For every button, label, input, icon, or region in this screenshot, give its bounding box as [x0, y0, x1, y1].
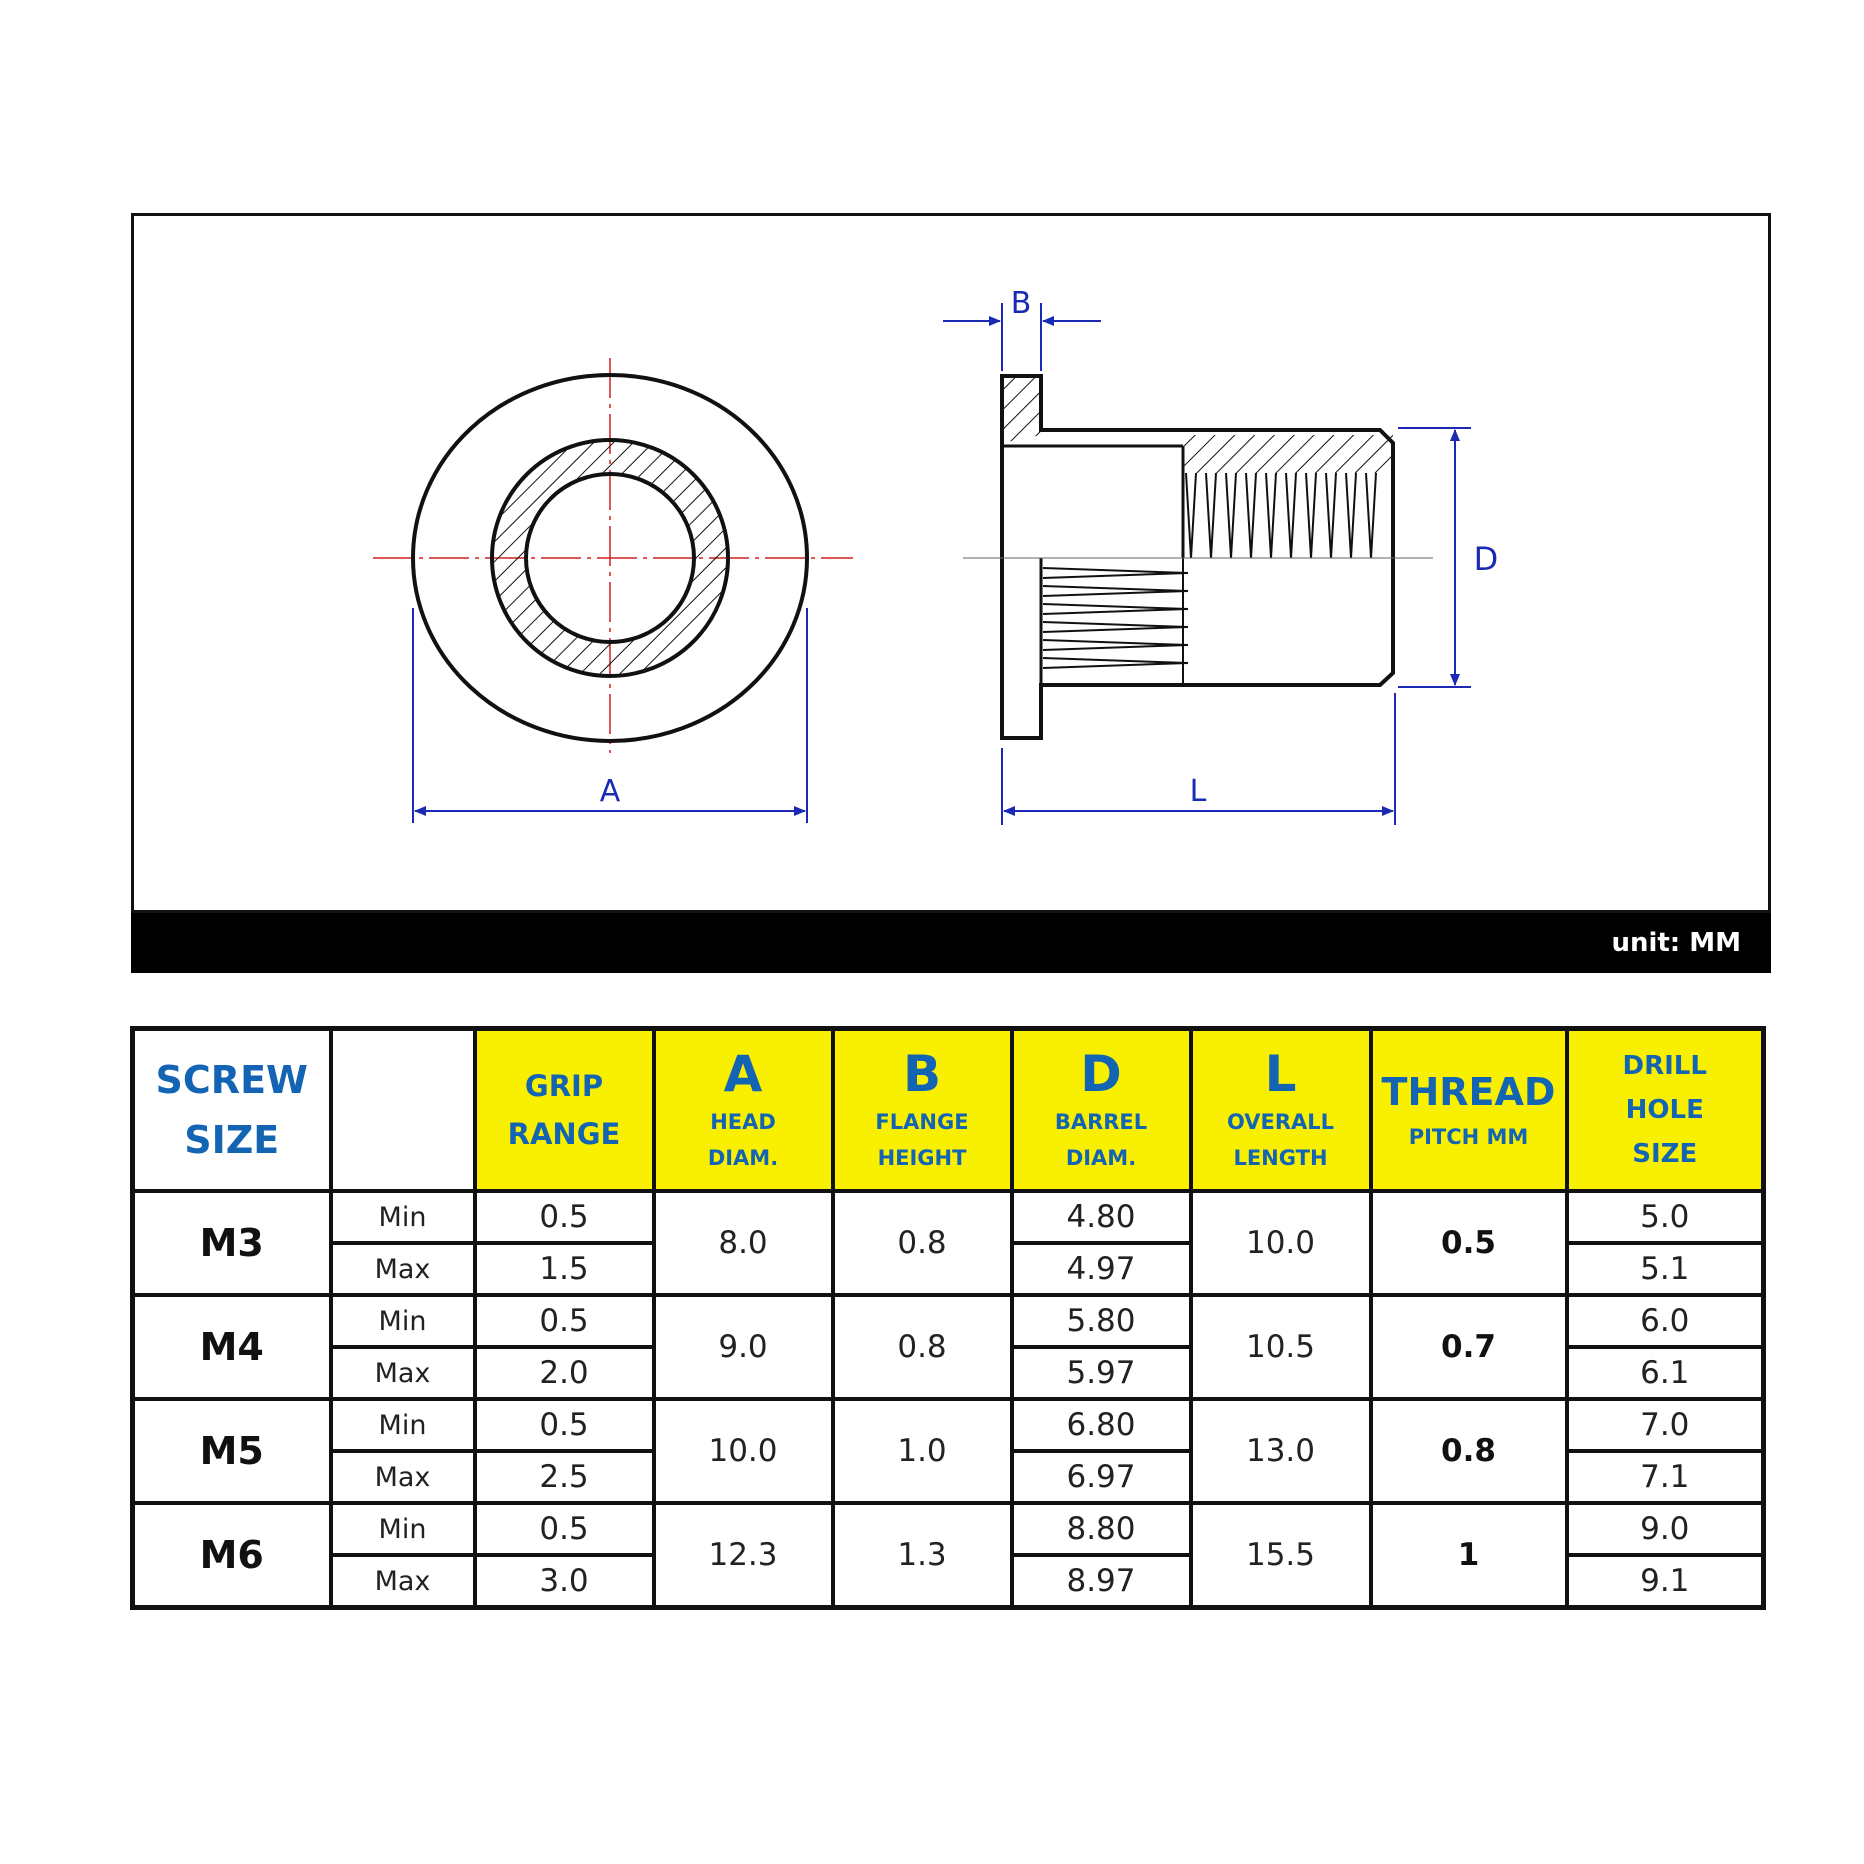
- dim-label-d: D: [1473, 540, 1499, 578]
- barrel-diam-max-cell: 8.97: [1012, 1555, 1191, 1608]
- screw-size-cell: M3: [133, 1191, 331, 1295]
- dim-label-l: L: [1189, 774, 1207, 809]
- overall-length-cell: 15.5: [1191, 1503, 1371, 1608]
- dim-label-b: B: [1010, 286, 1032, 321]
- unit-label: unit: MM: [1611, 928, 1741, 958]
- header-grip-range: GRIP RANGE: [475, 1029, 654, 1192]
- drill-min-cell: 9.0: [1567, 1503, 1764, 1555]
- screw-size-cell: M5: [133, 1399, 331, 1503]
- header-screw-size: SCREW SIZE: [133, 1029, 331, 1192]
- head-diam-cell: 8.0: [654, 1191, 833, 1295]
- screw-size-cell: M6: [133, 1503, 331, 1608]
- grip-min-cell: 0.5: [475, 1295, 654, 1347]
- grip-max-cell: 1.5: [475, 1243, 654, 1295]
- header-row: [133, 1029, 1764, 1192]
- flange-height-cell: 0.8: [833, 1191, 1012, 1295]
- max-label: Max: [331, 1555, 475, 1608]
- header-l: L OVERALL LENGTH: [1191, 1029, 1371, 1192]
- header-drill-hole-size: DRILL HOLE SIZE: [1567, 1029, 1764, 1192]
- max-label: Max: [331, 1243, 475, 1295]
- dim-label-a: A: [599, 774, 621, 809]
- unit-bar: [131, 913, 1771, 973]
- head-diam-cell: 9.0: [654, 1295, 833, 1399]
- lower-thread-teeth: [1043, 568, 1188, 668]
- upper-thread-teeth: [1186, 473, 1376, 558]
- header-b: B FLANGE HEIGHT: [833, 1029, 1012, 1192]
- drill-max-cell: 5.1: [1567, 1243, 1764, 1295]
- head-diam-cell: 12.3: [654, 1503, 833, 1608]
- header-min-max-blank: [331, 1029, 475, 1192]
- grip-max-cell: 2.0: [475, 1347, 654, 1399]
- drill-min-cell: 7.0: [1567, 1399, 1764, 1451]
- drill-min-cell: 5.0: [1567, 1191, 1764, 1243]
- barrel-diam-max-cell: 5.97: [1012, 1347, 1191, 1399]
- overall-length-cell: 10.5: [1191, 1295, 1371, 1399]
- flange-height-cell: 0.8: [833, 1295, 1012, 1399]
- thread-pitch-cell: 0.7: [1371, 1295, 1567, 1399]
- barrel-diam-min-cell: 5.80: [1012, 1295, 1191, 1347]
- spec-table: [130, 1026, 1766, 1610]
- flange-height-cell: 1.3: [833, 1503, 1012, 1608]
- max-label: Max: [331, 1451, 475, 1503]
- table-row: [133, 1503, 1764, 1555]
- grip-min-cell: 0.5: [475, 1191, 654, 1243]
- barrel-diam-min-cell: 4.80: [1012, 1191, 1191, 1243]
- drill-max-cell: 9.1: [1567, 1555, 1764, 1608]
- table-row: [133, 1191, 1764, 1243]
- head-diam-cell: 10.0: [654, 1399, 833, 1503]
- grip-max-cell: 3.0: [475, 1555, 654, 1608]
- barrel-diam-max-cell: 4.97: [1012, 1243, 1191, 1295]
- rivet-nut-outline: [1002, 376, 1393, 738]
- header-d: D BARREL DIAM.: [1012, 1029, 1191, 1192]
- min-label: Min: [331, 1399, 475, 1451]
- flange-height-cell: 1.0: [833, 1399, 1012, 1503]
- header-thread: THREAD PITCH MM: [1371, 1029, 1567, 1192]
- min-label: Min: [331, 1191, 475, 1243]
- grip-min-cell: 0.5: [475, 1399, 654, 1451]
- thread-pitch-cell: 1: [1371, 1503, 1567, 1608]
- overall-length-cell: 10.0: [1191, 1191, 1371, 1295]
- min-label: Min: [331, 1503, 475, 1555]
- barrel-diam-min-cell: 8.80: [1012, 1503, 1191, 1555]
- rivet-nut-drawing: [134, 216, 1768, 910]
- technical-drawing-panel: [131, 213, 1771, 913]
- barrel-wall-hatch: [1183, 435, 1393, 473]
- drill-min-cell: 6.0: [1567, 1295, 1764, 1347]
- barrel-diam-max-cell: 6.97: [1012, 1451, 1191, 1503]
- thread-pitch-cell: 0.8: [1371, 1399, 1567, 1503]
- header-a: A HEAD DIAM.: [654, 1029, 833, 1192]
- barrel-diam-min-cell: 6.80: [1012, 1399, 1191, 1451]
- table-row: [133, 1295, 1764, 1347]
- flange-hatch: [1002, 376, 1041, 443]
- side-view: [943, 286, 1498, 825]
- drill-max-cell: 7.1: [1567, 1451, 1764, 1503]
- grip-max-cell: 2.5: [475, 1451, 654, 1503]
- thread-pitch-cell: 0.5: [1371, 1191, 1567, 1295]
- drill-max-cell: 6.1: [1567, 1347, 1764, 1399]
- min-label: Min: [331, 1295, 475, 1347]
- overall-length-cell: 13.0: [1191, 1399, 1371, 1503]
- table-row: [133, 1399, 1764, 1451]
- front-view: [373, 358, 853, 823]
- max-label: Max: [331, 1347, 475, 1399]
- screw-size-cell: M4: [133, 1295, 331, 1399]
- grip-min-cell: 0.5: [475, 1503, 654, 1555]
